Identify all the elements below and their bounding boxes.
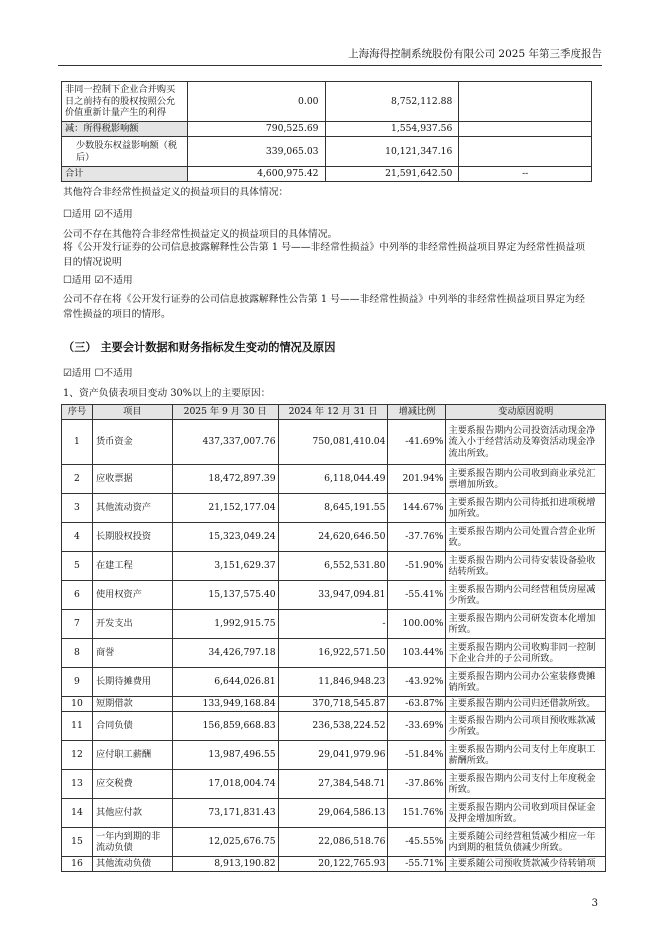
- row-number: 10: [62, 697, 93, 712]
- balance-sheet-changes-table: [61, 404, 606, 872]
- change-percent: -45.55%: [388, 828, 446, 857]
- value-2025: 1,992,915.75: [172, 610, 278, 639]
- table-row: [62, 828, 606, 857]
- change-percent: -33.69%: [388, 712, 446, 741]
- row-number: 15: [62, 828, 93, 857]
- value-2024: 370,718,545.87: [278, 697, 388, 712]
- applicability-checkbox-3: ☑适用 ☐不适用: [63, 368, 133, 379]
- row-number: 11: [62, 712, 93, 741]
- value-2024: 24,620,646.50: [278, 523, 388, 552]
- value-2024: 29,041,979.96: [278, 741, 388, 770]
- table-caption: 1、资产负债表项目变动 30%以上的主要原因：: [63, 388, 271, 399]
- col-header-item: 项目: [92, 405, 172, 420]
- table-row: [62, 741, 606, 770]
- item-name: 应收票据: [92, 465, 172, 494]
- item-name: 在建工程: [92, 552, 172, 581]
- item-name: 使用权资产: [92, 581, 172, 610]
- ytd-value: 10,121,347.16: [325, 137, 459, 167]
- row-number: 3: [62, 494, 93, 523]
- change-percent: 144.67%: [388, 494, 446, 523]
- value-2025: 21,152,177.04: [172, 494, 278, 523]
- current-value: 790,525.69: [187, 122, 325, 137]
- change-reason: 主要系报告期内公司收购非同一控制下企业合并的子公司所致。: [446, 639, 606, 668]
- table-header-row: [62, 405, 606, 420]
- row-number: 16: [62, 857, 93, 872]
- change-reason: 主要系随公司经营租赁减少相应一年内到期的租赁负债减少所致。: [446, 828, 606, 857]
- value-2025: 34,426,797.18: [172, 639, 278, 668]
- row-number: 2: [62, 465, 93, 494]
- row-number: 6: [62, 581, 93, 610]
- note-cell: [459, 82, 592, 122]
- row-number: 8: [62, 639, 93, 668]
- item-name: 其他应付款: [92, 799, 172, 828]
- reclassification-heading: 将《公开发行证券的公司信息披露解释性公告第 1 号——非经常性损益》中列举的非经常性损益项目界定为经常性损益项目的情况说明: [63, 242, 585, 268]
- value-2025: 437,337,007.76: [172, 420, 278, 465]
- value-2025: 18,472,897.39: [172, 465, 278, 494]
- item-name: 其他流动负债: [92, 857, 172, 872]
- statement-text-2: 公司不存在将《公开发行证券的公司信息披露解释性公告第 1 号——非经常性损益》中列举的非经常性损益项目界定为经常性损益的项目的情形。: [63, 294, 585, 320]
- row-number: 14: [62, 799, 93, 828]
- change-percent: 100.00%: [388, 610, 446, 639]
- change-percent: -43.92%: [388, 668, 446, 697]
- item-name: 应交税费: [92, 770, 172, 799]
- col-header-2024: 2024 年 12 月 31 日: [278, 405, 388, 420]
- non-recurring-summary-table: [61, 81, 592, 182]
- row-number: 12: [62, 741, 93, 770]
- change-reason: 主要系报告期内公司待安装设备验收结转所致。: [446, 552, 606, 581]
- section-title: （三） 主要会计数据和财务指标发生变动的情况及原因: [63, 340, 336, 354]
- table-row: [62, 770, 606, 799]
- value-2024: 6,118,044.49: [278, 465, 388, 494]
- value-2024: 11,846,948.23: [278, 668, 388, 697]
- table-row: [62, 167, 592, 182]
- row-number: 9: [62, 668, 93, 697]
- col-header-change: 增减比例: [388, 405, 446, 420]
- row-label: 减：所得税影响额: [62, 122, 188, 137]
- value-2025: 156,859,668.83: [172, 712, 278, 741]
- change-reason: 主要系报告期内公司处置合营企业所致。: [446, 523, 606, 552]
- change-reason: 主要系报告期内公司投资活动现金净流入小于经营活动及筹资活动现金净流出所致。: [446, 420, 606, 465]
- change-reason: 主要系报告期内公司收到商业承兑汇票增加所致。: [446, 465, 606, 494]
- change-reason: 主要系报告期内公司办公室装修费摊销所致。: [446, 668, 606, 697]
- change-reason: 主要系报告期内公司收到项目保证金及押金增加所致。: [446, 799, 606, 828]
- change-percent: -41.69%: [388, 420, 446, 465]
- applicability-checkbox-2: ☐适用 ☑不适用: [63, 275, 133, 286]
- ytd-value: 8,752,112.88: [325, 82, 459, 122]
- current-value: 339,065.03: [187, 137, 325, 167]
- value-2025: 133,949,168.84: [172, 697, 278, 712]
- value-2024: 16,922,571.50: [278, 639, 388, 668]
- value-2025: 15,137,575.40: [172, 581, 278, 610]
- change-reason: 主要系报告期内公司待抵扣进项税增加所致。: [446, 494, 606, 523]
- current-value: 4,600,975.42: [187, 167, 325, 182]
- table-row: [62, 137, 592, 167]
- table-row: [62, 639, 606, 668]
- change-percent: 151.76%: [388, 799, 446, 828]
- change-reason: 主要系报告期内公司支付上年度职工薪酬所致。: [446, 741, 606, 770]
- table-row: [62, 610, 606, 639]
- value-2025: 8,913,190.82: [172, 857, 278, 872]
- value-2025: 12,025,676.75: [172, 828, 278, 857]
- item-name: 开发支出: [92, 610, 172, 639]
- value-2024: 29,064,586.13: [278, 799, 388, 828]
- table-row: [62, 494, 606, 523]
- row-number: 7: [62, 610, 93, 639]
- value-2024: 6,552,531.80: [278, 552, 388, 581]
- value-2024: 236,538,224.52: [278, 712, 388, 741]
- change-reason: 主要系报告期内公司项目预收账款减少所致。: [446, 712, 606, 741]
- value-2024: 27,384,548.71: [278, 770, 388, 799]
- table-row: [62, 122, 592, 137]
- item-name: 一年内到期的非流动负债: [92, 828, 172, 857]
- row-label: 非同一控制下企业合并购买日之前持有的股权按照公允价值重新计量产生的利得: [62, 82, 188, 122]
- change-reason: 主要系随公司预收货款减少待转销项: [446, 857, 606, 872]
- table-row: [62, 799, 606, 828]
- change-reason: 主要系报告期内公司研发资本化增加所致。: [446, 610, 606, 639]
- table-row: [62, 420, 606, 465]
- item-name: 其他流动资产: [92, 494, 172, 523]
- change-reason: 主要系报告期内公司经营租赁房屋减少所致。: [446, 581, 606, 610]
- row-number: 1: [62, 420, 93, 465]
- change-percent: -37.76%: [388, 523, 446, 552]
- page-number: 3: [591, 898, 598, 909]
- table-row: [62, 712, 606, 741]
- value-2024: 22,086,518.76: [278, 828, 388, 857]
- value-2025: 13,987,496.55: [172, 741, 278, 770]
- table-row: [62, 697, 606, 712]
- value-2025: 6,644,026.81: [172, 668, 278, 697]
- change-percent: 201.94%: [388, 465, 446, 494]
- row-number: 5: [62, 552, 93, 581]
- value-2024: 33,947,094.81: [278, 581, 388, 610]
- note-cell: --: [459, 167, 592, 182]
- item-name: 应付职工薪酬: [92, 741, 172, 770]
- row-label: 少数股东权益影响额（税后）: [62, 137, 188, 167]
- ytd-value: 1,554,937.56: [325, 122, 459, 137]
- note-cell: [459, 122, 592, 137]
- change-reason: 主要系报告期内公司归还借款所致。: [446, 697, 606, 712]
- value-2024: -: [278, 610, 388, 639]
- change-percent: -55.71%: [388, 857, 446, 872]
- change-percent: -37.86%: [388, 770, 446, 799]
- table-row: [62, 82, 592, 122]
- item-name: 商誉: [92, 639, 172, 668]
- item-name: 合同负债: [92, 712, 172, 741]
- table-row: [62, 465, 606, 494]
- col-header-reason: 变动原因说明: [446, 405, 606, 420]
- change-percent: -51.84%: [388, 741, 446, 770]
- row-number: 4: [62, 523, 93, 552]
- change-percent: -55.41%: [388, 581, 446, 610]
- table-row: [62, 857, 606, 872]
- value-2025: 73,171,831.43: [172, 799, 278, 828]
- statement-text-1: 公司不存在其他符合非经常性损益定义的损益项目的具体情况。: [63, 229, 338, 240]
- applicability-checkbox-1: ☐适用 ☑不适用: [63, 209, 133, 220]
- page-header: 上海海得控制系统股份有限公司 2025 年第三季度报告: [58, 46, 602, 66]
- table-row: [62, 523, 606, 552]
- item-name: 长期股权投资: [92, 523, 172, 552]
- table-row: [62, 668, 606, 697]
- col-header-no: 序号: [62, 405, 93, 420]
- item-name: 长期待摊费用: [92, 668, 172, 697]
- item-name: 短期借款: [92, 697, 172, 712]
- ytd-value: 21,591,642.50: [325, 167, 459, 182]
- value-2024: 750,081,410.04: [278, 420, 388, 465]
- change-percent: -63.87%: [388, 697, 446, 712]
- value-2025: 3,151,629.37: [172, 552, 278, 581]
- change-percent: -51.90%: [388, 552, 446, 581]
- change-reason: 主要系报告期内公司支付上年度税金所致。: [446, 770, 606, 799]
- current-value: 0.00: [187, 82, 325, 122]
- row-number: 13: [62, 770, 93, 799]
- value-2025: 15,323,049.24: [172, 523, 278, 552]
- change-percent: 103.44%: [388, 639, 446, 668]
- row-label: 合计: [62, 167, 188, 182]
- item-name: 货币资金: [92, 420, 172, 465]
- other-items-heading: 其他符合非经常性损益定义的损益项目的具体情况：: [63, 187, 289, 198]
- table-row: [62, 552, 606, 581]
- value-2024: 8,645,191.55: [278, 494, 388, 523]
- table-row: [62, 581, 606, 610]
- value-2024: 20,122,765.93: [278, 857, 388, 872]
- value-2025: 17,018,004.74: [172, 770, 278, 799]
- note-cell: [459, 137, 592, 167]
- col-header-2025: 2025 年 9 月 30 日: [172, 405, 278, 420]
